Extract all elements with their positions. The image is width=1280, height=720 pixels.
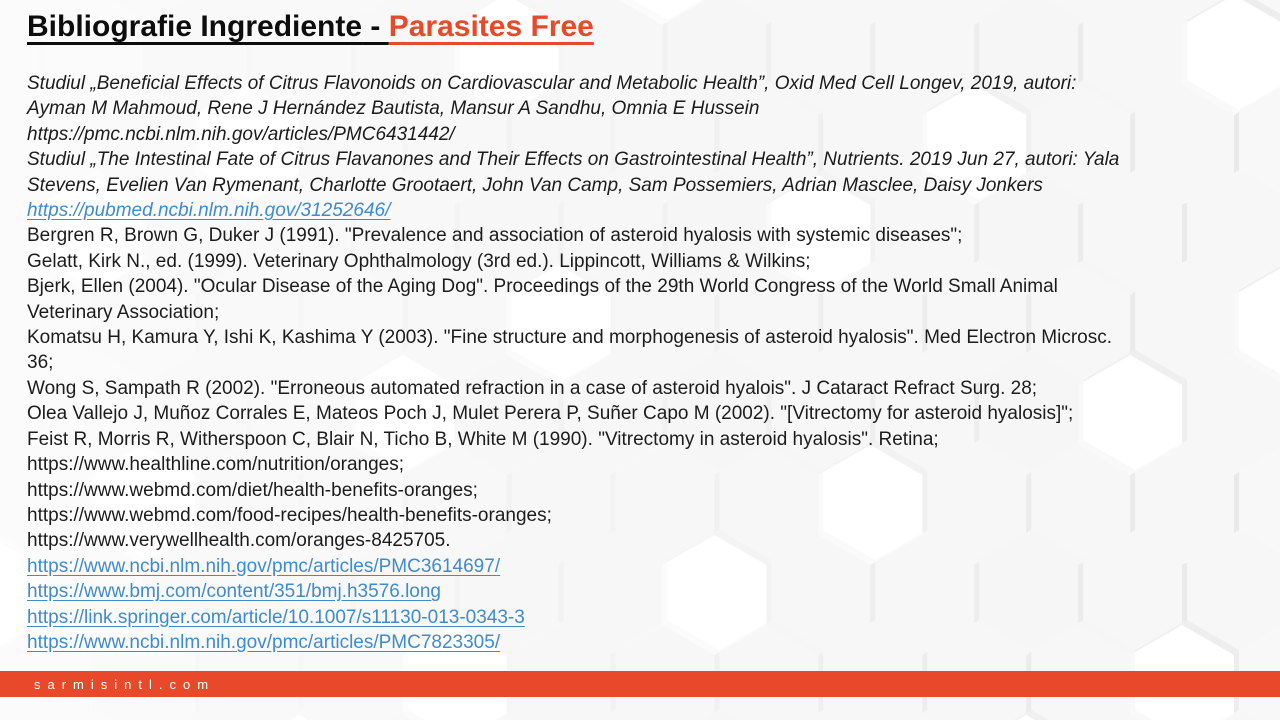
bibliography-line: https://www.healthline.com/nutrition/oranges; xyxy=(27,454,405,476)
bibliography-link[interactable]: https://www.bmj.com/content/351/bmj.h3576.long xyxy=(27,581,442,603)
bibliography-list xyxy=(27,71,1272,655)
bibliography-line: Feist R, Morris R, Witherspoon C, Blair N, Ticho B, White M (1990). "Vitrectomy in asteroid hyalosis". Retina; xyxy=(27,428,939,450)
bibliography-line: Olea Vallejo J, Muñoz Corrales E, Mateos Poch J, Mulet Perera P, Suñer Capo M (2002). "[Vitrectomy for asteroid hyalosis]"; xyxy=(27,403,1074,425)
footer-bar xyxy=(0,671,1280,697)
bibliography-line: Bergren R, Brown G, Duker J (1991). "Prevalence and association of asteroid hyalosis with systemic diseases"; xyxy=(27,225,963,247)
bibliography-line: Stevens, Evelien Van Rymenant, Charlotte Grootaert, John Van Camp, Sam Possemiers, Adrian Masclee, Daisy Jonkers xyxy=(27,174,1043,196)
bibliography-line: Wong S, Sampath R (2002). "Erroneous automated refraction in a case of asteroid hyalois". J Cataract Refract Surg. 28; xyxy=(27,377,1038,399)
bibliography-line: 36; xyxy=(27,352,54,374)
bibliography-line: Bjerk, Ellen (2004). "Ocular Disease of the Aging Dog". Proceedings of the 29th World Congress of the World Small Animal xyxy=(27,276,1058,298)
title-black-part: Bibliografie Ingrediente xyxy=(27,10,363,43)
bibliography-line: Komatsu H, Kamura Y, Ishi K, Kashima Y (2003). "Fine structure and morphogenesis of asteroid hyalosis". Med Electron Microsc. xyxy=(27,327,1113,349)
title-accent-part: Parasites Free xyxy=(388,10,594,43)
bibliography-line: https://www.verywellhealth.com/oranges-8425705. xyxy=(27,530,451,552)
bibliography-line: https://pmc.ncbi.nlm.nih.gov/articles/PMC6431442/ xyxy=(27,123,455,145)
bibliography-line: Gelatt, Kirk N., ed. (1999). Veterinary Ophthalmology (3rd ed.). Lippincott, Williams & Wilkins; xyxy=(27,250,811,272)
website-text: sarmisintl.com xyxy=(34,676,216,692)
bibliography-link[interactable]: https://pubmed.ncbi.nlm.nih.gov/31252646/ xyxy=(27,200,391,222)
title-separator: - xyxy=(362,10,389,43)
bibliography-link[interactable]: https://www.ncbi.nlm.nih.gov/pmc/articles/PMC3614697/ xyxy=(27,555,501,577)
bibliography-line: https://www.webmd.com/food-recipes/health-benefits-oranges; xyxy=(27,504,552,526)
bibliography-line: Studiul „The Intestinal Fate of Citrus Flavanones and Their Effects on Gastrointestinal Health”, Nutrients. 2019 Jun 27, autori: Yala xyxy=(27,149,1120,171)
bibliography-link[interactable]: https://link.springer.com/article/10.1007/s11130-013-0343-3 xyxy=(27,606,525,628)
bibliography-line: Veterinary Association; xyxy=(27,301,220,323)
bibliography-line: Ayman M Mahmoud, Rene J Hernández Bautista, Mansur A Sandhu, Omnia E Hussein xyxy=(27,98,760,120)
bibliography-line: Studiul „Beneficial Effects of Citrus Flavonoids on Cardiovascular and Metabolic Health”, Oxid Med Cell Longev, 2019, autori: xyxy=(27,73,1077,94)
page-title xyxy=(27,8,594,46)
bibliography-line: https://www.webmd.com/diet/health-benefits-oranges; xyxy=(27,479,478,501)
bibliography-link[interactable]: https://www.ncbi.nlm.nih.gov/pmc/articles/PMC7823305/ xyxy=(27,631,501,653)
